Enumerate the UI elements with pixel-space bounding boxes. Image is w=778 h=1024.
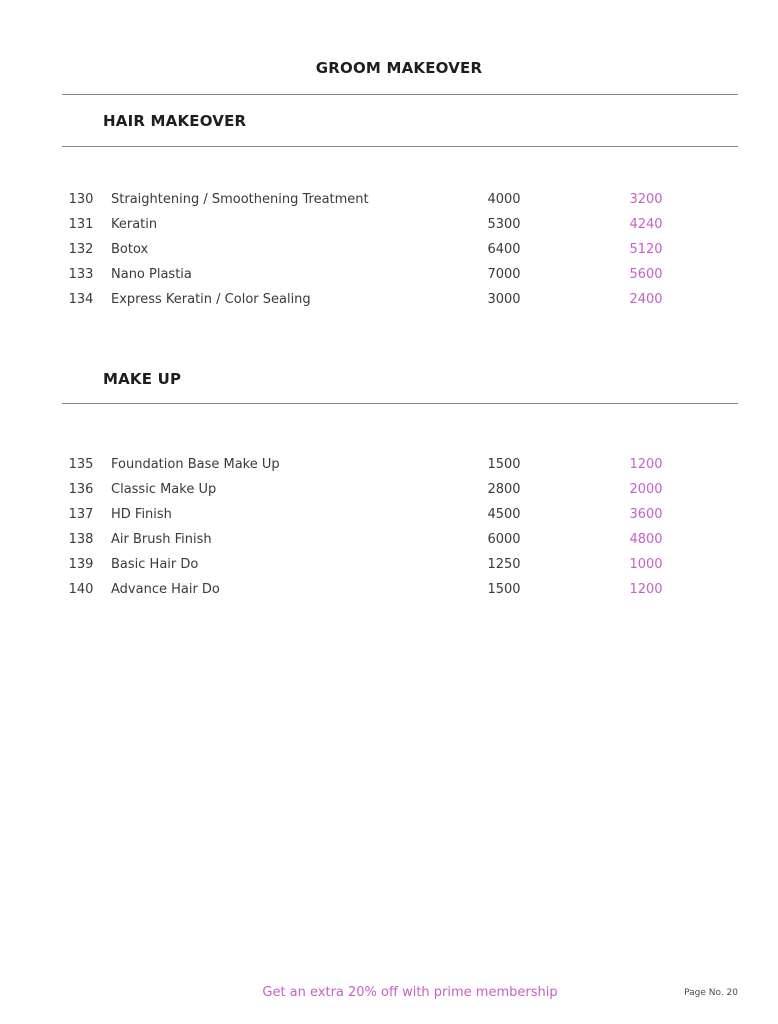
service-number: 132 [68,242,94,257]
service-number: 135 [68,457,94,472]
service-row [0,580,778,600]
service-price: 5300 [487,217,521,232]
service-number: 130 [68,192,94,207]
service-row [0,290,778,310]
service-name: HD Finish [111,507,172,522]
service-row [0,215,778,235]
service-price: 6400 [487,242,521,257]
service-row [0,190,778,210]
service-number: 131 [68,217,94,232]
service-row [0,455,778,475]
service-name: Express Keratin / Color Sealing [111,292,311,307]
title-divider [62,94,738,95]
service-name: Botox [111,242,149,257]
service-row [0,480,778,500]
service-price: 6000 [487,532,521,547]
service-prime-price: 5120 [629,242,663,257]
service-price: 3000 [487,292,521,307]
service-name: Keratin [111,217,158,232]
service-name: Foundation Base Make Up [111,457,280,472]
service-prime-price: 1200 [629,457,663,472]
service-row [0,530,778,550]
service-price: 7000 [487,267,521,282]
service-number: 137 [68,507,94,522]
service-prime-price: 5600 [629,267,663,282]
prime-membership-promo: Get an extra 20% off with prime membership [262,985,558,1000]
service-name: Air Brush Finish [111,532,212,547]
section-divider [62,146,738,147]
service-row [0,555,778,575]
service-prime-price: 2400 [629,292,663,307]
service-name: Straightening / Smoothening Treatment [111,192,369,207]
service-price: 2800 [487,482,521,497]
service-number: 140 [68,582,94,597]
service-price: 4000 [487,192,521,207]
service-number: 138 [68,532,94,547]
service-row [0,505,778,525]
service-price: 1250 [487,557,521,572]
service-price: 1500 [487,582,521,597]
service-row [0,240,778,260]
service-price: 1500 [487,457,521,472]
service-name: Classic Make Up [111,482,217,497]
service-name: Basic Hair Do [111,557,199,572]
section-title-hair-makeover: HAIR MAKEOVER [103,112,247,130]
service-prime-price: 4240 [629,217,663,232]
service-prime-price: 3600 [629,507,663,522]
service-row [0,265,778,285]
service-name: Nano Plastia [111,267,192,282]
page-number: Page No. 20 [684,988,738,998]
service-number: 136 [68,482,94,497]
service-prime-price: 1000 [629,557,663,572]
service-number: 139 [68,557,94,572]
service-prime-price: 4800 [629,532,663,547]
service-number: 134 [68,292,94,307]
service-name: Advance Hair Do [111,582,220,597]
page-title: GROOM MAKEOVER [315,59,483,77]
service-prime-price: 1200 [629,582,663,597]
service-number: 133 [68,267,94,282]
service-price: 4500 [487,507,521,522]
service-prime-price: 2000 [629,482,663,497]
service-prime-price: 3200 [629,192,663,207]
section-divider [62,403,738,404]
section-title-make-up: MAKE UP [103,370,182,388]
